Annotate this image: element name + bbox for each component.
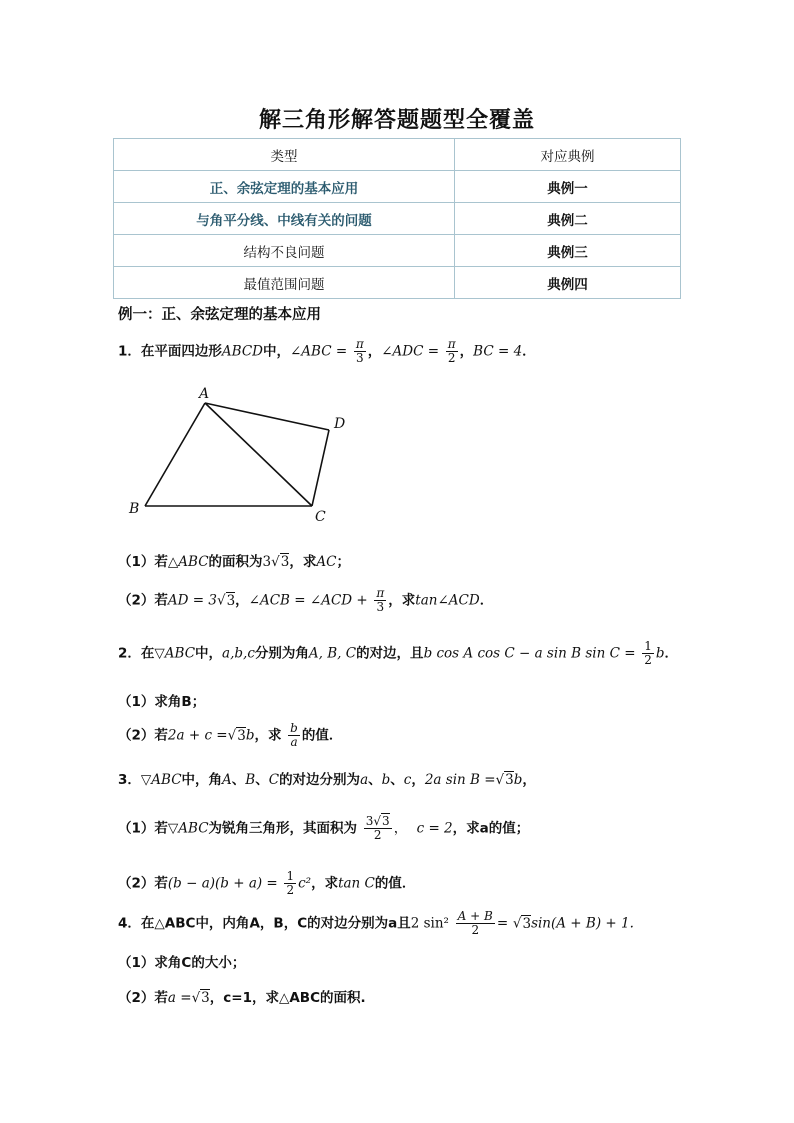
fraction-den: 2 <box>644 653 652 667</box>
text: （2）若 <box>118 592 168 609</box>
problem-3-statement <box>118 768 536 788</box>
fraction-num: 3√3 <box>365 814 390 828</box>
text: 的对边分别为 <box>307 915 389 932</box>
page-title: 解三角形解答题题型全覆盖 <box>258 107 535 133</box>
text: ． <box>664 645 679 662</box>
table-header-cell: 类型 <box>114 139 455 171</box>
vertex-label-c: C <box>315 509 326 525</box>
text: 1．在平面四边形 <box>118 343 222 360</box>
text: ； <box>191 694 206 710</box>
math-b: b <box>245 727 255 744</box>
text: 的面积为 <box>208 554 263 570</box>
text: （2）若 <box>118 990 168 1006</box>
math-c-eq: c = 2 <box>416 820 453 837</box>
text: 的值． <box>374 875 416 892</box>
fraction-den: 2 <box>286 883 295 897</box>
text: ， <box>259 915 274 932</box>
fraction-num: 1 <box>644 639 652 653</box>
text: 3． <box>118 772 141 788</box>
text: ，求 <box>388 592 416 609</box>
problem-3-part-2 <box>118 870 415 897</box>
table-header-cell: 对应典例 <box>455 139 681 171</box>
text: 2．在 <box>118 645 155 662</box>
sqrt-sign: √ <box>191 990 201 1006</box>
text: △ <box>167 554 179 570</box>
math-expression: (b − a)(b + a) = <box>167 875 278 892</box>
text: （2）若 <box>118 727 168 744</box>
text: 中， <box>262 343 290 360</box>
fraction-num: b <box>290 721 298 735</box>
sqrt-radicand: 3 <box>382 814 390 828</box>
math-b: b <box>381 772 391 788</box>
problem-4-part-1 <box>118 951 245 971</box>
sqrt-sign: √ <box>227 727 237 744</box>
fraction-num: π <box>447 337 456 351</box>
text: 中，内角 <box>195 915 250 932</box>
math-coef: 3 <box>262 554 272 570</box>
text: ， <box>411 772 425 788</box>
sqrt-radicand: 3 <box>201 990 210 1006</box>
text: 中，角 <box>181 772 223 788</box>
fraction <box>364 815 392 842</box>
math-quad: ABCD <box>221 343 263 360</box>
text: 的值； <box>488 820 530 837</box>
text: （1）若 <box>118 554 168 570</box>
fraction-den: 3 <box>376 600 385 614</box>
sqrt-radicand: 3 <box>226 592 236 609</box>
fraction <box>374 587 386 614</box>
math-sides: a,b,c <box>222 645 255 662</box>
problem-1-part-2 <box>118 587 493 614</box>
text: ， <box>522 772 536 788</box>
math-b: b <box>513 772 523 788</box>
text: 4．在△ <box>118 915 165 932</box>
math-a-upper: A <box>249 915 260 932</box>
text: ， <box>367 343 382 360</box>
math-ad: AD = 3 <box>167 592 217 609</box>
text: ，求 <box>254 727 282 744</box>
fraction-den: 2 <box>447 351 456 365</box>
table-row <box>114 171 681 203</box>
math-expression: 2a + c = <box>167 727 228 744</box>
math-c-upper: C <box>181 955 192 971</box>
table-header-row <box>114 139 681 171</box>
math-abc: ABC <box>178 554 209 570</box>
math-c-squared: c² <box>298 875 312 892</box>
problem-2-part-1 <box>118 690 205 710</box>
fraction-den: 2 <box>471 923 480 937</box>
table-cell-type[interactable]: 最值范围问题 <box>114 267 455 299</box>
text: ，求 <box>452 820 480 837</box>
text: （1）求角 <box>118 955 182 971</box>
text: 的面积. <box>320 990 366 1006</box>
fraction-num: π <box>376 586 385 600</box>
table-cell-type[interactable]: 与角平分线、中线有关的问题 <box>114 203 455 235</box>
text: 的值． <box>301 727 343 744</box>
fraction-den: 2 <box>373 828 382 842</box>
vertex-label-d: D <box>334 416 346 432</box>
table-cell-type[interactable]: 结构不良问题 <box>114 235 455 267</box>
sqrt-sign: √ <box>216 592 226 609</box>
text: ， <box>235 592 249 609</box>
fraction <box>288 722 300 749</box>
fraction <box>284 870 296 897</box>
sqrt-radicand: 3 <box>505 772 514 788</box>
text: 、 <box>231 772 246 788</box>
edge-ad <box>205 403 329 430</box>
math-triangle: ▽ABC <box>167 820 209 837</box>
problem-4-statement <box>118 910 634 937</box>
math-coef: 3 <box>365 814 374 828</box>
problem-1-statement <box>118 338 536 365</box>
text: 且 <box>397 915 411 932</box>
fraction <box>642 640 654 667</box>
text: （2）若 <box>118 875 168 892</box>
math-expression: 2a sin B = <box>424 772 496 788</box>
math-tan: tan∠ACD <box>415 592 480 609</box>
section-title: 例一：正、余弦定理的基本应用 <box>118 307 321 323</box>
text: 的对边，且 <box>356 645 424 662</box>
text: （1）求角 <box>118 694 182 710</box>
quadrilateral-figure <box>125 382 355 527</box>
math-bc: BC = 4 <box>473 343 523 360</box>
edge-ba <box>145 403 205 506</box>
problem-4-part-2 <box>118 986 366 1006</box>
math-angle-adc: ∠ADC = <box>381 343 440 360</box>
math-triangle: ▽ABC <box>140 772 182 788</box>
math-c: c <box>403 772 412 788</box>
math-ac: AC <box>316 554 337 570</box>
vertex-label-b: B <box>129 501 140 517</box>
table-cell-example[interactable]: 典例四 <box>455 267 681 299</box>
math-a-eq: a = <box>167 990 192 1006</box>
text: 为锐角三角形，其面积为 <box>208 820 358 837</box>
math-b-upper: B <box>273 915 284 932</box>
fraction-num: 1 <box>286 869 295 883</box>
table-row <box>114 203 681 235</box>
text: ，求 <box>311 875 339 892</box>
math-angle-abc: ∠ABC = <box>289 343 348 360</box>
math-expression: sin(A + B) + 1. <box>531 915 634 932</box>
math-tan: tan C <box>338 875 375 892</box>
math-a: a <box>479 820 489 837</box>
text: ， <box>459 343 474 360</box>
text: 、 <box>390 772 404 788</box>
text: ； <box>336 554 350 570</box>
toc-table <box>113 138 681 299</box>
edge-dc <box>312 430 329 506</box>
math-b: b <box>655 645 665 662</box>
math-angles: A, B, C <box>308 645 357 662</box>
text: 的对边分别为 <box>279 772 361 788</box>
math-c-upper: C <box>297 915 308 932</box>
problem-1-part-1 <box>118 550 350 570</box>
problem-2-part-2 <box>118 722 342 749</box>
sqrt-sign: √ <box>495 772 505 788</box>
text: ． <box>479 592 494 609</box>
math-expression: b cos A cos C − a sin B sin C = <box>423 645 636 662</box>
fraction <box>354 338 366 365</box>
math-triangle: ▽ABC <box>154 645 196 662</box>
math-abc: ABC <box>164 915 196 932</box>
sqrt-sign: √ <box>512 915 522 932</box>
sqrt-radicand: 3 <box>237 727 246 744</box>
text: ， <box>393 820 408 837</box>
text: 的大小； <box>191 955 246 971</box>
math-b: B <box>181 694 192 710</box>
text: 、 <box>368 772 382 788</box>
text: 中， <box>195 645 223 662</box>
sqrt-sign: √ <box>271 554 280 570</box>
math-a: a <box>388 915 398 932</box>
math-eq: = <box>496 915 509 932</box>
fraction <box>446 338 458 365</box>
table-cell-example[interactable]: 典例一 <box>455 171 681 203</box>
text: 分别为角 <box>254 645 309 662</box>
text: 、 <box>255 772 269 788</box>
problem-2-statement <box>118 640 678 667</box>
math-b-upper: B <box>245 772 256 788</box>
table-cell-example[interactable]: 典例二 <box>455 203 681 235</box>
text: ，求 <box>289 554 317 570</box>
text: ， <box>283 915 298 932</box>
vertex-label-a: A <box>199 386 210 402</box>
fraction-den: 3 <box>355 351 364 365</box>
math-abc: ABC <box>289 990 321 1006</box>
fraction-den: a <box>290 735 298 749</box>
math-a-upper: A <box>222 772 232 788</box>
fraction <box>456 910 495 937</box>
text: ． <box>522 343 536 360</box>
table-cell-type[interactable]: 正、余弦定理的基本应用 <box>114 171 455 203</box>
math-a: a <box>360 772 369 788</box>
sqrt-radicand: 3 <box>522 915 532 932</box>
text: ，c=1，求△ <box>209 990 290 1006</box>
problem-3-part-1 <box>118 815 529 842</box>
fraction-num: π <box>355 337 364 351</box>
text: （1）若 <box>118 820 168 837</box>
math-expression: 2 sin² <box>410 915 449 932</box>
table-row <box>114 267 681 299</box>
sqrt-radicand: 3 <box>280 554 290 570</box>
fraction-num: A + B <box>457 909 493 923</box>
table-row <box>114 235 681 267</box>
math-angle-eq: ∠ACB = ∠ACD + <box>248 592 368 609</box>
edge-ac <box>205 403 312 506</box>
math-c-upper: C <box>268 772 280 788</box>
table-cell-example[interactable]: 典例三 <box>455 235 681 267</box>
